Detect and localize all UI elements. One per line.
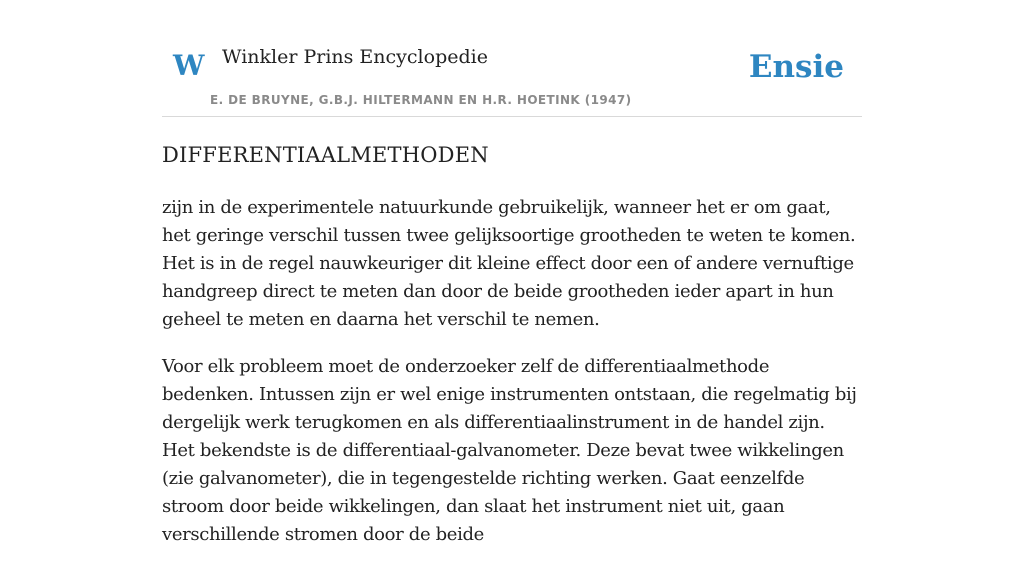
- article-paragraph-2: Voor elk probleem moet de onderzoeker zelf de differentiaalmethode bedenken. Intussen zijn er wel enige instrumenten ontstaan, die regelmatig bij dergelijk werk terugkomen en als differentiaalinstrument in de handel zijn. Het bekendste is de differentiaal-galvanometer. Deze bevat twee wikkelingen (zie galvanometer), die in tegengestelde richting werken. Gaat eenzelfde stroom door beide wikkelingen, dan slaat het instrument niet uit, gaan verschillende stromen door de beide: [162, 356, 857, 545]
- brand-logo[interactable]: Ensie: [748, 49, 844, 85]
- article-paragraph-1: zijn in de experimentele natuurkunde gebruikelijk, wanneer het er om gaat, het geringe verschil tussen twee gelijksoortige grootheden te weten te komen. Het is in de regel nauwkeuriger dit kleine effect door een of andere vernuftige handgreep direct te meten dan door de beide grootheden ieder apart in hun geheel te meten en daarna het verschil te nemen.: [162, 197, 856, 330]
- article-body: [162, 194, 862, 549]
- publication-title[interactable]: Winkler Prins Encyclopedie: [222, 46, 488, 68]
- page-header: [162, 0, 862, 117]
- source-logo-icon[interactable]: W: [173, 49, 205, 82]
- authors-line: E. DE BRUYNE, G.B.J. HILTERMANN EN H.R. HOETINK (1947): [210, 93, 632, 107]
- content-column: [162, 0, 862, 568]
- article-title: DIFFERENTIAALMETHODEN: [162, 143, 489, 167]
